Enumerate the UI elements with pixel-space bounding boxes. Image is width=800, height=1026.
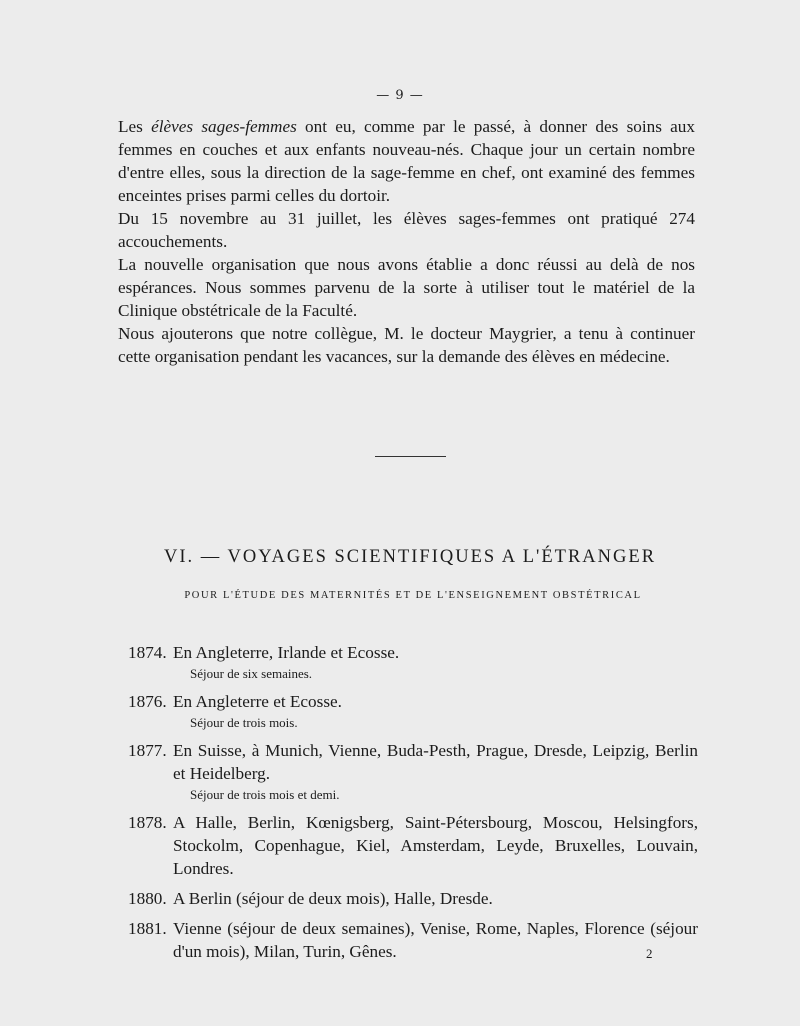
sheet-number: 2: [646, 946, 653, 961]
voyage-note: Séjour de six semaines.: [190, 666, 313, 681]
page-number: — 9 —: [376, 88, 424, 103]
voyage-entry: [128, 739, 698, 804]
section-subtitle: POUR L'ÉTUDE DES MATERNITÉS ET DE L'ENSEIGNEMENT OBSTÉTRICAL: [184, 590, 642, 601]
paragraph-3: La nouvelle organisation que nous avons établie a donc réussi au delà de nos espérances. Nous sommes parvenu de la sorte à utiliser tout le matériel de la Clinique obstétricale de la Faculté.: [118, 255, 695, 320]
voyage-year: 1880.: [128, 889, 167, 908]
voyage-entry: [128, 690, 698, 732]
voyage-note: Séjour de trois mois et demi.: [190, 787, 340, 802]
voyage-entry: [128, 811, 698, 880]
voyage-destination: En Angleterre et Ecosse.: [173, 692, 342, 711]
voyage-entry: [128, 641, 698, 683]
section-divider: [375, 456, 446, 457]
section-title: VI. — VOYAGES SCIENTIFIQUES A L'ÉTRANGER: [163, 547, 657, 567]
voyage-destination: En Angleterre, Irlande et Ecosse.: [173, 643, 400, 662]
paragraph-2: Du 15 novembre au 31 juillet, les élèves sages-femmes ont pratiqué 274 accouchements.: [118, 209, 695, 251]
voyage-list: [128, 641, 698, 970]
voyage-destination: En Suisse, à Munich, Vienne, Buda-Pesth, Prague, Dresde, Leipzig, Berlin et Heidelberg.: [173, 741, 698, 783]
voyage-destination: A Halle, Berlin, Kœnigsberg, Saint-Pétersbourg, Moscou, Helsingfors, Stockolm, Copenhague, Kiel, Amsterdam, Leyde, Bruxelles, Louvain, Londres.: [173, 813, 698, 878]
voyage-destination: Vienne (séjour de deux semaines), Venise, Rome, Naples, Florence (séjour d'un mois), Milan, Turin, Gênes.: [173, 919, 698, 961]
voyage-year: 1877.: [128, 741, 167, 760]
paragraph-1-emphasis: élèves sages-femmes: [151, 117, 297, 136]
voyage-entry: [128, 887, 698, 910]
voyage-entry: [128, 917, 698, 963]
voyage-destination: A Berlin (séjour de deux mois), Halle, Dresde.: [173, 889, 493, 908]
voyage-year: 1881.: [128, 919, 167, 938]
voyage-year: 1876.: [128, 692, 167, 711]
voyage-note: Séjour de trois mois.: [190, 715, 298, 730]
paragraph-1-pre: Les: [118, 117, 152, 136]
voyage-year: 1874.: [128, 643, 167, 662]
paragraph-1: [118, 115, 695, 207]
voyage-year: 1878.: [128, 813, 167, 832]
body-text: [118, 115, 695, 368]
paragraph-1-post: ont eu, comme par le passé, à donner des soins aux femmes en couches et aux enfants nouveau-nés. Chaque jour un certain nombre d'entre elles, sous la direction de la sage-femme en chef, ont examiné des femmes enceintes prises parmi celles du dortoir.: [118, 117, 695, 205]
paragraph-4: Nous ajouterons que notre collègue, M. le docteur Maygrier, a tenu à continuer cette organisation pendant les vacances, sur la demande des élèves en médecine.: [118, 324, 695, 366]
